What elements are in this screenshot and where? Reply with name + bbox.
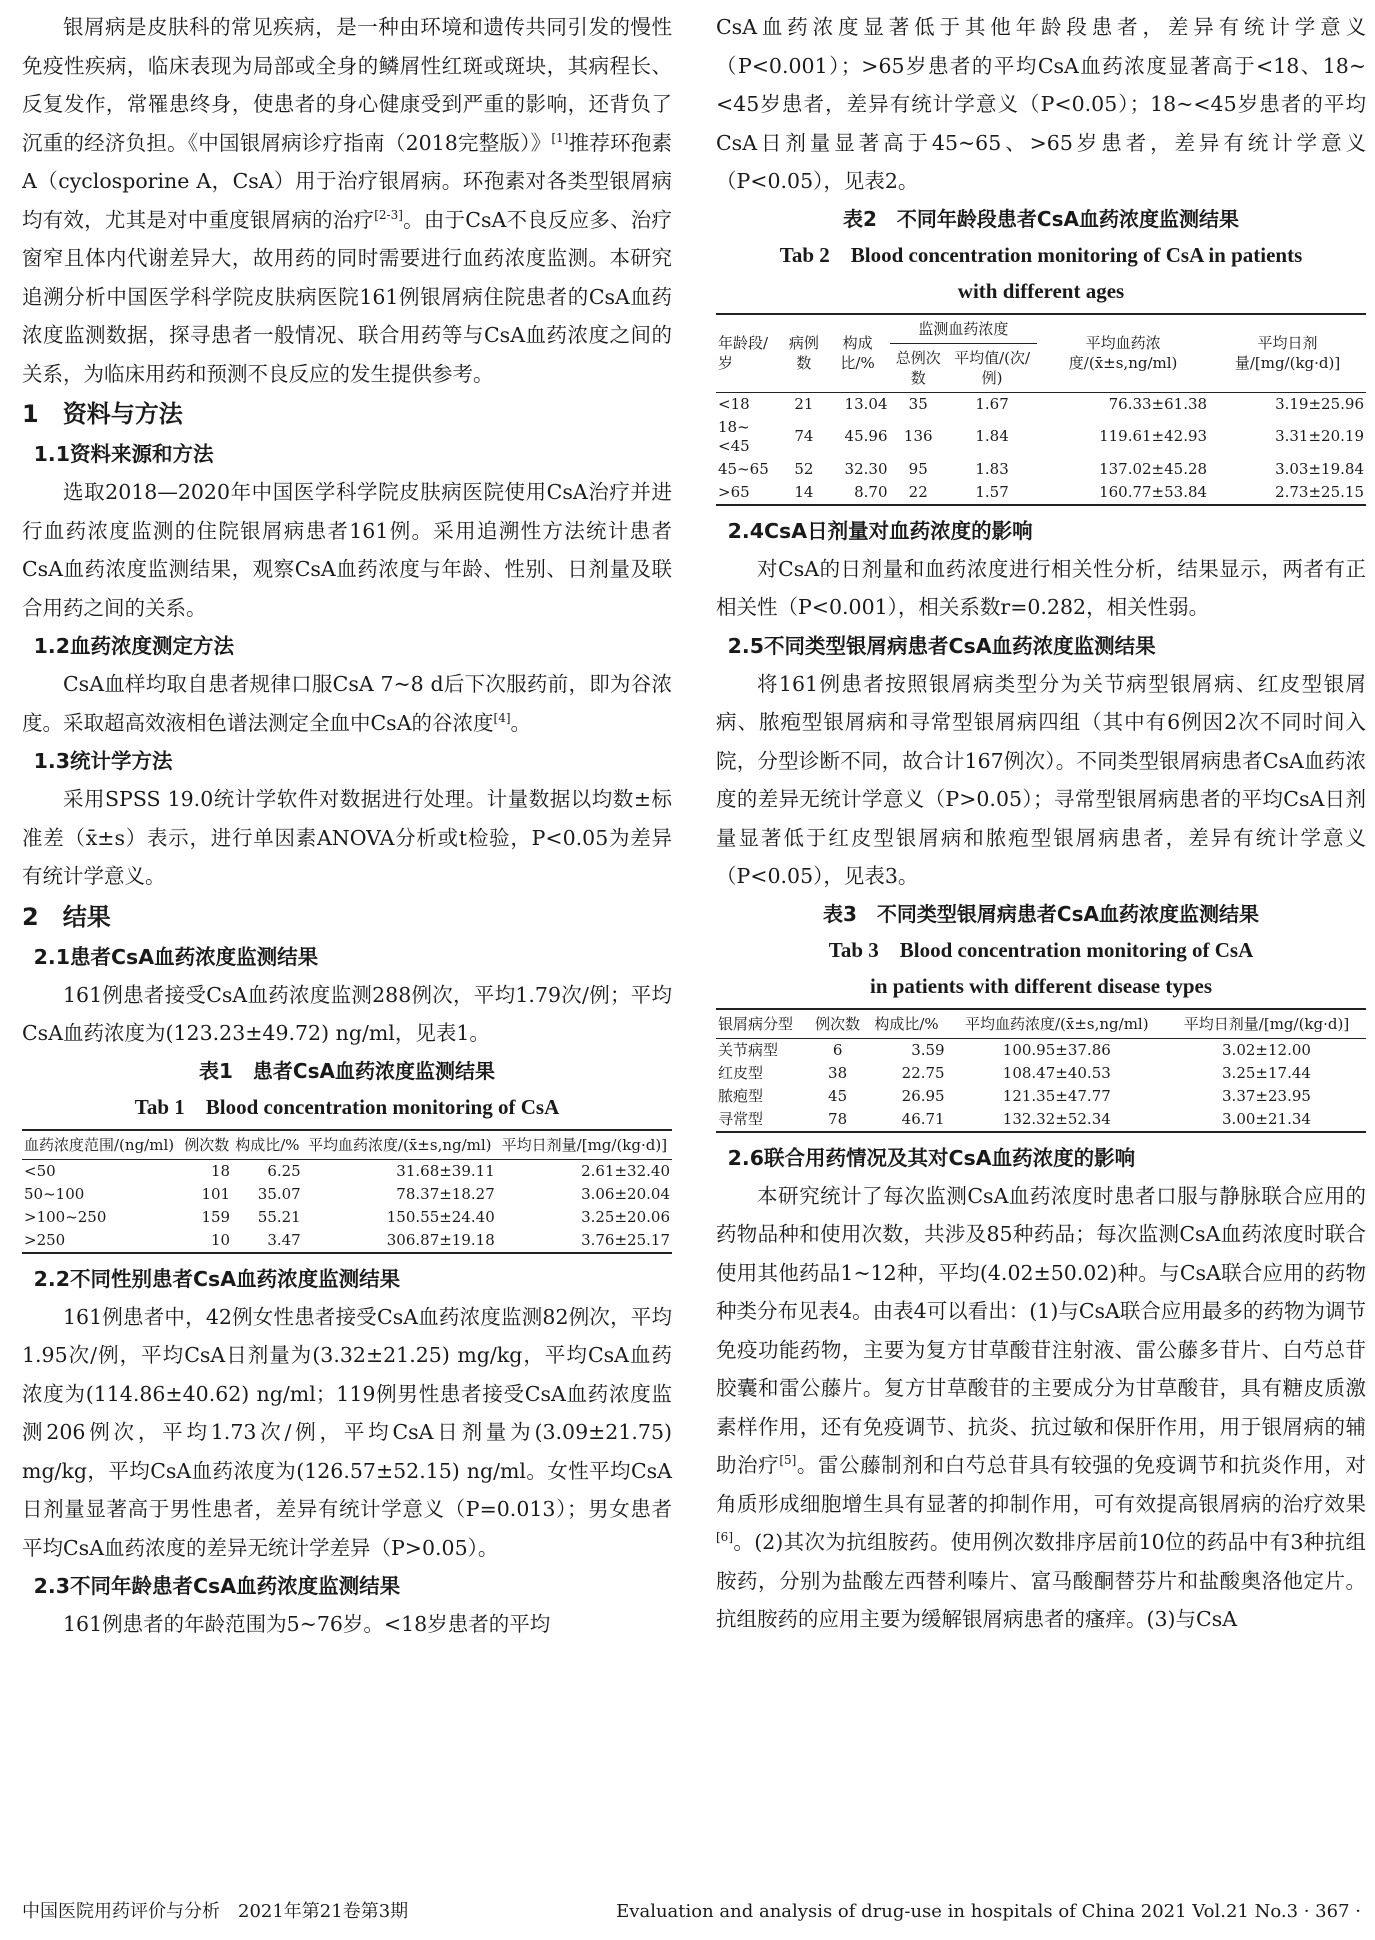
table-1-header: 构成比/%: [232, 1130, 303, 1160]
table-cell: 137.02±45.28: [1099, 459, 1208, 478]
table-2-header: 平均血药浓度/(x̄±s,ng/ml): [1037, 314, 1209, 393]
section-1-1-title: 资料来源和方法: [70, 442, 214, 466]
table-cell: 关节病型: [718, 1040, 779, 1059]
table-3: [716, 1008, 1366, 1133]
intro-text-a: 银屑病是皮肤科的常见疾病，是一种由环境和遗传共同引发的慢性免疫性疾病，临床表现为局部或全身的鳞屑性红斑或斑块，其病程长、反复发作，常罹患终身，使患者的身心健康受到严重的影响，还背负了沉重的经济负担。《中国银屑病诊疗指南（2018完整版）》: [22, 15, 672, 155]
table-row: [22, 1206, 672, 1229]
section-2-3-continued: CsA血药浓度显著低于其他年龄段患者，差异有统计学意义（P<0.001）；>65岁患者的平均CsA血药浓度显著高于<18、18~<45岁患者，差异有统计学意义（P<0.05）；18~<45岁患者的平均CsA日剂量显著高于45~65、>65岁患者，差异有统计学意义（P<0.05），见表2。: [716, 15, 1366, 193]
section-1-3-heading: [22, 742, 672, 780]
table-cell: >65: [716, 481, 782, 505]
section-1-2-heading: [22, 627, 672, 665]
table-1-caption-en: Tab 1 Blood concentration monitoring of CsA: [134, 1094, 560, 1119]
table-2-caption-en-1: Tab 2 Blood concentration monitoring of CsA in patients: [779, 242, 1303, 267]
table-cell: 78.37±18.27: [396, 1184, 495, 1203]
section-2-5-number: 2.5: [727, 633, 764, 658]
table-cell: 31.68±39.11: [396, 1161, 495, 1180]
table-1-header-row: [22, 1130, 672, 1160]
section-2-3-title: 不同年龄患者CsA血药浓度监测结果: [70, 1574, 401, 1598]
table-3-header: 构成比/%: [866, 1009, 946, 1039]
table-cell: 2.61±32.40: [581, 1161, 670, 1180]
table-cell: 108.47±40.53: [1002, 1063, 1111, 1082]
table-cell: 136: [903, 427, 933, 445]
section-2-number: 2: [22, 902, 39, 931]
table-cell: 18~<45: [718, 417, 750, 455]
section-1-2-end: 。: [510, 710, 532, 735]
table-cell: 6: [832, 1040, 843, 1059]
table-row: [22, 1183, 672, 1206]
section-2-1-text: 161例患者接受CsA血药浓度监测288例次，平均1.79次/例；平均CsA血药浓度为(123.23±49.72) ng/ml，见表1。: [22, 982, 672, 1045]
table-cell: 18: [210, 1161, 231, 1180]
table-2-header: 年龄段/岁: [716, 314, 782, 393]
table-row: [716, 458, 1366, 481]
table-cell: <50: [24, 1161, 56, 1180]
intro-text-c: 。由于CsA不良反应多、治疗窗窄且体内代谢差异大，故用药的同时需要进行血药浓度监测。本研究追溯分析中国医学科学院皮肤病医院161例银屑病住院患者的CsA血药浓度监测数据，探寻患者一般情况、联合用药等与CsA血药浓度之间的关系，为临床用药和预测不良反应的发生提供参考。: [22, 207, 673, 386]
table-cell: >100~250: [24, 1207, 107, 1226]
section-2-2-title: 不同性别患者CsA血药浓度监测结果: [70, 1266, 401, 1291]
table-2-header: 构成比/%: [826, 314, 890, 393]
table-3-header: 例次数: [809, 1009, 867, 1039]
table-cell: >250: [22, 1229, 181, 1253]
intro-text-b: 推荐环孢素A（cyclosporine A，CsA）用于治疗银屑病。环孢素对各类型银屑病均有效，尤其是对中重度银屑病的治疗: [22, 130, 673, 232]
section-1-1-number: 1.1: [33, 442, 70, 466]
section-2-5-title: 不同类型银屑病患者CsA血药浓度监测结果: [764, 633, 1156, 658]
section-2-4-number: 2.4: [727, 518, 764, 543]
section-2-3-text: 161例患者的年龄范围为5~76岁。<18岁患者的平均: [63, 1612, 551, 1636]
table-cell: 159: [201, 1207, 231, 1226]
section-1-title: 资料与方法: [62, 400, 183, 428]
table-cell: 3.76±25.17: [497, 1229, 672, 1253]
section-2-5-heading: [716, 627, 1366, 665]
table-cell: 95: [908, 459, 928, 478]
table-cell: 13.04: [844, 394, 888, 413]
table-cell: 45.96: [844, 427, 888, 445]
table-2-caption-cn: 表2 不同年龄段患者CsA血药浓度监测结果: [843, 206, 1239, 231]
section-2-4-title: CsA日剂量对血药浓度的影响: [764, 518, 1033, 543]
table-cell: 3.37±23.95: [1222, 1086, 1311, 1105]
table-cell: 21: [794, 394, 814, 413]
table-1-caption-cn: 表1 患者CsA血药浓度监测结果: [199, 1058, 495, 1083]
intro-paragraph: [22, 8, 672, 393]
section-1-2-body: CsA血样均取自患者规律口服CsA 7~8 d后下次服药前，即为谷浓度。采取超高效液相色谱法测定全血中CsA的谷浓度: [22, 672, 672, 735]
table-cell: 121.35±47.77: [1002, 1086, 1111, 1105]
table-row: [22, 1229, 672, 1253]
section-1-2-number: 1.2: [33, 634, 70, 658]
table-cell: 寻常型: [716, 1108, 809, 1132]
section-2-6-body-c: 。(2)其次为抗组胺药。使用例次数排序居前10位的药品中有3种抗组胺药，分别为盐酸左西替利嗪片、富马酸酮替芬片和盐酸奥洛他定片。抗组胺药的应用主要为缓解银屑病患者的瘙痒。(3)与CsA: [716, 1530, 1366, 1631]
table-cell: 32.30: [844, 459, 888, 478]
table-2: [716, 313, 1366, 506]
section-2-6-body-a: 本研究统计了每次监测CsA血药浓度时患者口服与静脉联合应用的药物品种和使用次数，共涉及85种药品；每次监测CsA血药浓度时联合使用其他药品1~12种，平均(4.02±50.02)种。与CsA联合应用的药物种类分布见表4。由表4可以看出：(1)与CsA联合应用最多的药物为调节免疫功能药物，主要为复方甘草酸苷注射液、雷公藤多苷片、白芍总苷胶囊和雷公藤片。复方甘草酸苷的主要成分为甘草酸苷，具有糖皮质激素样作用，还有免疫调节、抗炎、抗过敏和保肝作用，用于银屑病的辅助治疗: [716, 1183, 1366, 1477]
table-2-header: 平均日剂量/[mg/(kg·d)]: [1209, 314, 1366, 393]
table-cell: 3.06±20.04: [581, 1184, 670, 1203]
section-2-4-text: 对CsA的日剂量和血药浓度进行相关性分析，结果显示，两者有正相关性（P<0.001），相关系数r=0.282，相关性弱。: [716, 556, 1366, 619]
ref-5[interactable]: [5]: [779, 1453, 797, 1468]
table-cell: 26.95: [901, 1086, 945, 1105]
section-2-heading: [22, 896, 672, 938]
table-cell: 76.33±61.38: [1108, 394, 1208, 413]
table-3-header: 银屑病分型: [716, 1009, 809, 1039]
table-1-header: 平均血药浓度/(x̄±s,ng/ml): [303, 1130, 497, 1160]
table-cell: 46.71: [866, 1108, 946, 1132]
section-1-3-text: 采用SPSS 19.0统计学软件对数据进行处理。计量数据以均数±标准差（x̄±s）表示，进行单因素ANOVA分析或t检验，P<0.05为差异有统计学意义。: [22, 787, 672, 888]
section-2-title: 结果: [62, 902, 111, 931]
footer-journal-cn: 中国医院用药评价与分析 2021年第21卷第3期: [22, 1901, 409, 1922]
table-cell: 3.31±20.19: [1275, 427, 1364, 445]
table-cell: 50~100: [24, 1184, 85, 1203]
table-cell: 119.61±42.93: [1099, 427, 1208, 445]
table-cell: 22.75: [901, 1063, 945, 1082]
table-1-header: 例次数: [181, 1130, 232, 1160]
left-column: [22, 8, 672, 1644]
table-1-header: 平均日剂量/[mg/(kg·d)]: [497, 1130, 672, 1160]
section-1-number: 1: [22, 400, 39, 428]
table-row: [716, 416, 1366, 458]
ref-6[interactable]: [6]: [716, 1530, 733, 1545]
table-cell: 38: [828, 1063, 848, 1082]
section-2-6-body-b: 。雷公藤制剂和白芍总苷具有较强的免疫调节和抗炎作用，对角质形成细胞增生具有显著的抑制作用，可有效提高银屑病的治疗效果: [716, 1453, 1367, 1516]
table-cell: 306.87±19.18: [303, 1229, 497, 1253]
table-2-header-row-1: [716, 314, 1366, 344]
table-cell: 160.77±53.84: [1037, 481, 1209, 505]
right-column: [716, 8, 1366, 1639]
table-row: [716, 1085, 1366, 1108]
section-2-6-title: 联合用药情况及其对CsA血药浓度的影响: [764, 1145, 1136, 1170]
table-cell: 3.25±20.06: [581, 1207, 670, 1226]
table-cell: 150.55±24.40: [386, 1207, 495, 1226]
table-row: [22, 1159, 672, 1183]
table-2-header: 总例次数: [890, 343, 947, 392]
table-cell: 78: [809, 1108, 867, 1132]
table-cell: 3.03±19.84: [1275, 459, 1364, 478]
table-row: [716, 481, 1366, 505]
table-cell: 1.84: [975, 427, 1009, 445]
table-1-header: 血药浓度范围/(ng/ml): [22, 1130, 181, 1160]
section-2-1-number: 2.1: [33, 944, 70, 969]
section-1-2-text: [22, 665, 672, 742]
table-3-caption-en-1: Tab 3 Blood concentration monitoring of CsA: [828, 937, 1254, 962]
table-cell: 55.21: [257, 1207, 301, 1226]
ref-4[interactable]: [4]: [493, 710, 511, 725]
section-1-1-heading: [22, 435, 672, 473]
table-cell: 2.73±25.15: [1209, 481, 1366, 505]
table-2-header: 平均值/(次/例): [947, 343, 1037, 392]
table-cell: 74: [794, 427, 814, 445]
table-3-header-row: [716, 1009, 1366, 1039]
section-2-2-heading: [22, 1260, 672, 1298]
table-cell: 101: [201, 1184, 231, 1203]
table-cell: 45~65: [718, 459, 769, 478]
section-2-3-number: 2.3: [33, 1574, 70, 1598]
table-cell: 100.95±37.86: [1002, 1040, 1111, 1059]
section-2-2-text: 161例患者中，42例女性患者接受CsA血药浓度监测82例次，平均1.95次/例，平均CsA日剂量为(3.32±21.25) mg/kg，平均CsA血药浓度为(114.86±40.62) ng/ml；119例男性患者接受CsA血药浓度监测206例次，平均1.73次/例，平均CsA日剂量为(3.09±21.75) mg/kg，平均CsA血药浓度为(126.57±52.15) ng/ml。女性平均CsA日剂量显著高于男性患者，差异有统计学意义（P=0.013）；男女患者平均CsA血药浓度的差异无统计学差异（P>0.05）。: [22, 1304, 672, 1560]
table-row: [716, 392, 1366, 416]
section-1-3-number: 1.3: [33, 749, 70, 773]
table-cell: 3.59: [911, 1040, 945, 1059]
section-1-heading: [22, 393, 672, 435]
table-row: [716, 1038, 1366, 1062]
table-cell: 红皮型: [718, 1063, 764, 1082]
table-cell: 1.83: [975, 459, 1009, 478]
table-cell: 8.70: [826, 481, 890, 505]
table-cell: 1.67: [975, 394, 1009, 413]
section-1-1-text: 选取2018—2020年中国医学科学院皮肤病医院使用CsA治疗并进行血药浓度监测的住院银屑病患者161例。采用追溯性方法统计患者CsA血药浓度监测结果，观察CsA血药浓度与年龄、性别、日剂量及联合用药之间的关系。: [22, 480, 672, 620]
table-cell: 132.32±52.34: [947, 1108, 1167, 1132]
section-2-4-heading: [716, 512, 1366, 550]
section-2-2-number: 2.2: [33, 1266, 70, 1291]
section-2-3-heading: [22, 1567, 672, 1605]
section-1-3-title: 统计学方法: [70, 749, 173, 773]
table-cell: 1.57: [947, 481, 1037, 505]
table-1: [22, 1129, 672, 1254]
table-cell: 脓疱型: [718, 1086, 764, 1105]
table-3-header: 平均血药浓度/(x̄±s,ng/ml): [947, 1009, 1167, 1039]
table-cell: 6.25: [267, 1161, 301, 1180]
section-2-1-heading: [22, 938, 672, 976]
table-3-header: 平均日剂量/[mg/(kg·d)]: [1167, 1009, 1366, 1039]
table-cell: <18: [718, 394, 750, 413]
section-2-6-heading: [716, 1139, 1366, 1177]
table-2-header: 监测血药浓度: [890, 314, 1038, 344]
table-cell: 14: [782, 481, 826, 505]
table-cell: 3.02±12.00: [1222, 1040, 1311, 1059]
table-row: [716, 1062, 1366, 1085]
table-3-caption-en-2: in patients with different disease types: [869, 973, 1213, 998]
table-cell: 3.47: [232, 1229, 303, 1253]
table-cell: 3.25±17.44: [1222, 1063, 1311, 1082]
table-cell: 10: [181, 1229, 232, 1253]
table-cell: 52: [794, 459, 814, 478]
table-2-caption-en-2: with different ages: [957, 278, 1125, 303]
table-cell: 35: [908, 394, 928, 413]
section-1-2-title: 血药浓度测定方法: [70, 634, 234, 658]
table-3-caption-cn: 表3 不同类型银屑病患者CsA血药浓度监测结果: [823, 901, 1259, 926]
table-cell: 35.07: [257, 1184, 301, 1203]
section-2-6-number: 2.6: [727, 1145, 764, 1170]
table-cell: 45: [828, 1086, 848, 1105]
ref-1[interactable]: [1]: [551, 130, 569, 145]
ref-2-3[interactable]: [2-3]: [374, 207, 403, 222]
section-2-5-text: 将161例患者按照银屑病类型分为关节病型银屑病、红皮型银屑病、脓疱型银屑病和寻常型银屑病四组（其中有6例因2次不同时间入院，分型诊断不同，故合计167例次）。不同类型银屑病患者CsA血药浓度的差异无统计学意义（P>0.05）；寻常型银屑病患者的平均CsA日剂量显著低于红皮型银屑病和脓疱型银屑病患者，差异有统计学意义（P<0.05），见表3。: [716, 671, 1366, 888]
table-cell: 3.19±25.96: [1275, 394, 1364, 413]
section-2-6-text: [716, 1177, 1366, 1639]
table-cell: 3.00±21.34: [1167, 1108, 1366, 1132]
table-cell: 22: [890, 481, 947, 505]
footer-journal-en: Evaluation and analysis of drug-use in hospitals of China 2021 Vol.21 No.3 · 367 ·: [616, 1901, 1361, 1922]
table-2-header: 病例数: [782, 314, 826, 393]
table-row: [716, 1108, 1366, 1132]
section-2-1-title: 患者CsA血药浓度监测结果: [70, 944, 319, 969]
